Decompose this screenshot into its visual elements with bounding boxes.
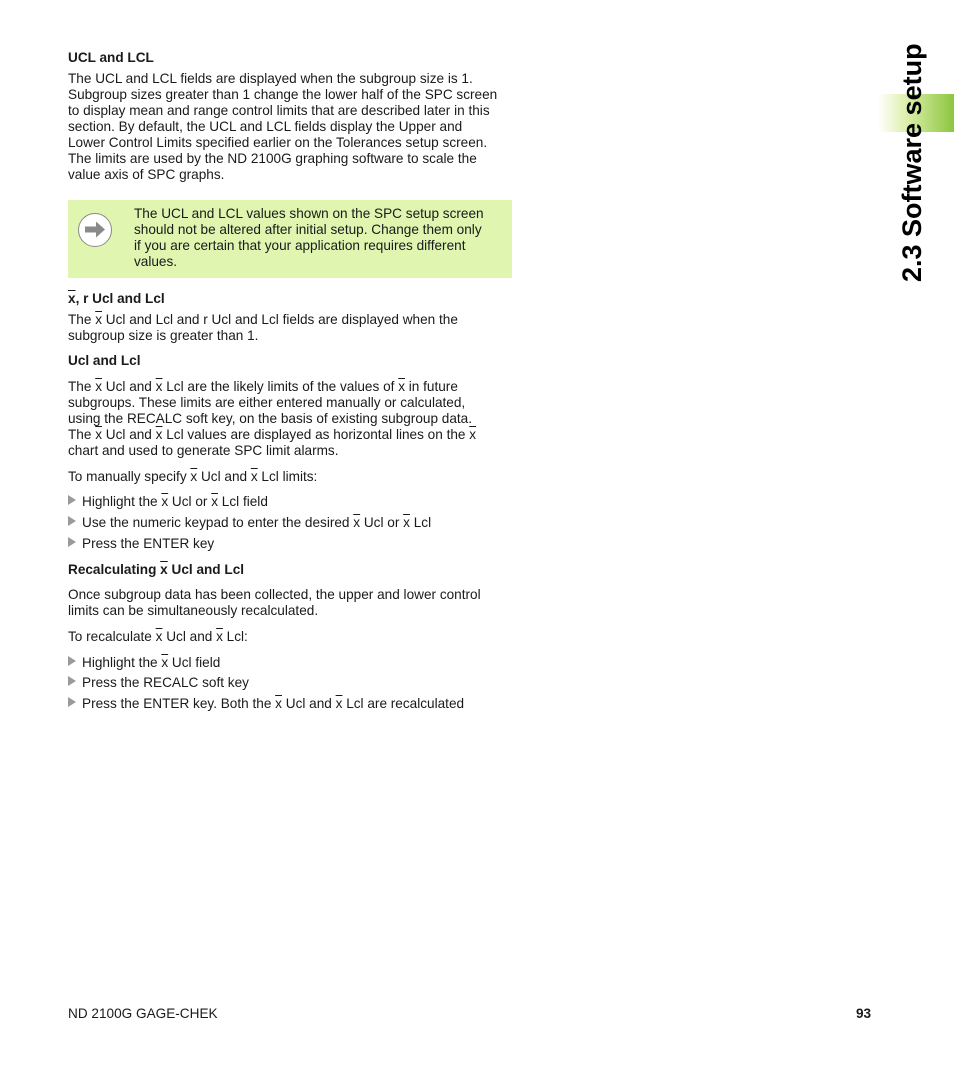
x-bar-symbol: $\overline{x}$ xyxy=(190,469,198,484)
x-bar-symbol: $\overline{x}$ xyxy=(95,379,102,394)
text-run: Ucl and xyxy=(102,427,156,442)
x-bar-symbol: $\overline{x}$ xyxy=(155,379,163,394)
triangle-bullet-icon xyxy=(68,537,76,547)
triangle-bullet-icon xyxy=(68,656,76,666)
x-bar-symbol: $\overline{x}$ xyxy=(95,312,102,327)
x-bar-symbol: $\overline{x}$ xyxy=(155,629,163,644)
x-bar-symbol: $\overline{x}$ xyxy=(211,494,219,509)
triangle-bullet-icon xyxy=(68,697,76,707)
x-bar-symbol: $\overline{x}$ xyxy=(275,696,282,711)
text-run: Press the ENTER key xyxy=(82,536,215,551)
heading-xr-ucl-lcl xyxy=(68,291,165,307)
x-bar-symbol: x xyxy=(160,562,168,577)
text-run: Ucl field xyxy=(168,655,221,670)
text-line: subgroups. These limits are either entered manually or calculated, xyxy=(68,395,466,410)
x-bar-symbol: $\overline{x}$ xyxy=(161,655,169,670)
list-item xyxy=(68,696,464,712)
x-bar-symbol: $\overline{x}$ xyxy=(155,427,163,442)
text-run: Ucl and xyxy=(197,469,251,484)
heading-recalculating xyxy=(68,562,244,578)
text-run: The xyxy=(68,379,96,394)
text-line xyxy=(68,469,514,485)
x-bar-symbol: $\overline{x}$ xyxy=(95,427,102,442)
text-line: chart and used to generate SPC limit alarms. xyxy=(68,443,339,458)
heading-ucl-lcl-2: Ucl and Lcl xyxy=(68,353,141,368)
text-run: Lcl field xyxy=(218,494,268,509)
text-line: Once subgroup data has been collected, the upper and lower control xyxy=(68,587,481,602)
text-run: Lcl are recalculated xyxy=(342,696,465,711)
triangle-bullet-icon xyxy=(68,676,76,686)
triangle-bullet-icon xyxy=(68,495,76,505)
text-run: Ucl and xyxy=(102,379,156,394)
text-run: Ucl or xyxy=(360,515,404,530)
text-line: The UCL and LCL fields are displayed when the subgroup size is 1. xyxy=(68,71,473,86)
text-run: Lcl are the likely limits of the values of xyxy=(162,379,399,394)
text-line: Subgroup sizes greater than 1 change the lower half of the SPC screen xyxy=(68,87,498,102)
paragraph-ucl-lcl-2 xyxy=(68,379,514,459)
text-run: Highlight the xyxy=(82,494,162,509)
x-bar-symbol: $\overline{x}$ xyxy=(469,427,477,442)
x-bar-symbol: $\overline{x}$ xyxy=(398,379,405,394)
list-item xyxy=(68,515,431,531)
text-line: if you are certain that your application requires different xyxy=(134,238,466,253)
text-line: section. By default, the UCL and LCL fields display the Upper and xyxy=(68,119,463,134)
text-line: subgroup size is greater than 1. xyxy=(68,328,259,343)
arrow-right-icon xyxy=(78,213,112,247)
text-run: Lcl: xyxy=(222,629,248,644)
x-bar-symbol: $\overline{x}$ xyxy=(353,515,361,530)
text-run: To manually specify xyxy=(68,469,191,484)
triangle-bullet-icon xyxy=(68,516,76,526)
text-run: Ucl and Lcl and r Ucl and Lcl fields are displayed when the xyxy=(102,312,458,327)
text-run: Lcl xyxy=(409,515,432,530)
list-item xyxy=(68,655,220,671)
paragraph-ucl-lcl xyxy=(68,71,514,183)
text-run: Lcl values are displayed as horizontal lines on the xyxy=(162,427,470,442)
x-bar-symbol: $\overline{x}$ xyxy=(216,629,223,644)
text-line xyxy=(68,312,514,328)
text-run: Ucl and xyxy=(281,696,336,711)
text-line: value axis of SPC graphs. xyxy=(68,167,225,182)
text-line: should not be altered after initial setup. Change them only xyxy=(134,222,482,237)
list-item xyxy=(68,494,268,510)
footer-product-name: ND 2100G GAGE-CHEK xyxy=(68,1006,218,1021)
list-item xyxy=(68,536,214,552)
paragraph-xr xyxy=(68,312,514,344)
text-line: The UCL and LCL values shown on the SPC setup screen xyxy=(134,206,484,221)
note-text xyxy=(134,206,506,270)
text-run: Ucl and xyxy=(162,629,217,644)
chapter-title: 2.3 Software setup xyxy=(897,43,927,282)
x-bar-symbol: $\overline{x}$ xyxy=(250,469,258,484)
text-run: The xyxy=(68,312,96,327)
text-line xyxy=(68,629,514,645)
text-run: Press the RECALC soft key xyxy=(82,675,249,690)
heading-text: Recalculating xyxy=(68,562,161,577)
text-run: Highlight the xyxy=(82,655,162,670)
note-box xyxy=(68,200,512,278)
x-bar-symbol: $\overline{x}$ xyxy=(335,696,343,711)
text-line xyxy=(68,427,514,443)
list-item xyxy=(68,675,249,691)
heading-ucl-lcl: UCL and LCL xyxy=(68,50,154,65)
x-bar-symbol: $\overline{x}$ xyxy=(161,494,169,509)
text-line: limits can be simultaneously recalculated. xyxy=(68,603,319,618)
text-run: The xyxy=(68,427,96,442)
paragraph-manual xyxy=(68,469,514,485)
text-run: Ucl or xyxy=(168,494,212,509)
heading-text: , r Ucl and Lcl xyxy=(75,291,165,306)
text-run: To recalculate xyxy=(68,629,156,644)
text-run: Use the numeric keypad to enter the desired xyxy=(82,515,354,530)
page-number: 93 xyxy=(856,1006,872,1021)
text-line: Lower Control Limits specified earlier on the Tolerances setup screen. xyxy=(68,135,488,150)
text-line: to display mean and range control limits that are described later in this xyxy=(68,103,490,118)
text-run: Press the ENTER key. Both the xyxy=(82,696,276,711)
paragraph-recalc xyxy=(68,587,514,619)
text-line: values. xyxy=(134,254,178,269)
text-run: in future xyxy=(404,379,458,394)
paragraph-recalc-intro xyxy=(68,629,514,645)
text-run: Lcl limits: xyxy=(257,469,318,484)
text-line: using the RECALC soft key, on the basis of existing subgroup data. xyxy=(68,411,473,426)
text-line xyxy=(68,379,514,395)
x-bar-symbol: $\overline{x}$ xyxy=(403,515,410,530)
x-bar-symbol: x xyxy=(68,291,76,306)
text-line: The limits are used by the ND 2100G graphing software to scale the xyxy=(68,151,477,166)
heading-text: Ucl and Lcl xyxy=(167,562,245,577)
